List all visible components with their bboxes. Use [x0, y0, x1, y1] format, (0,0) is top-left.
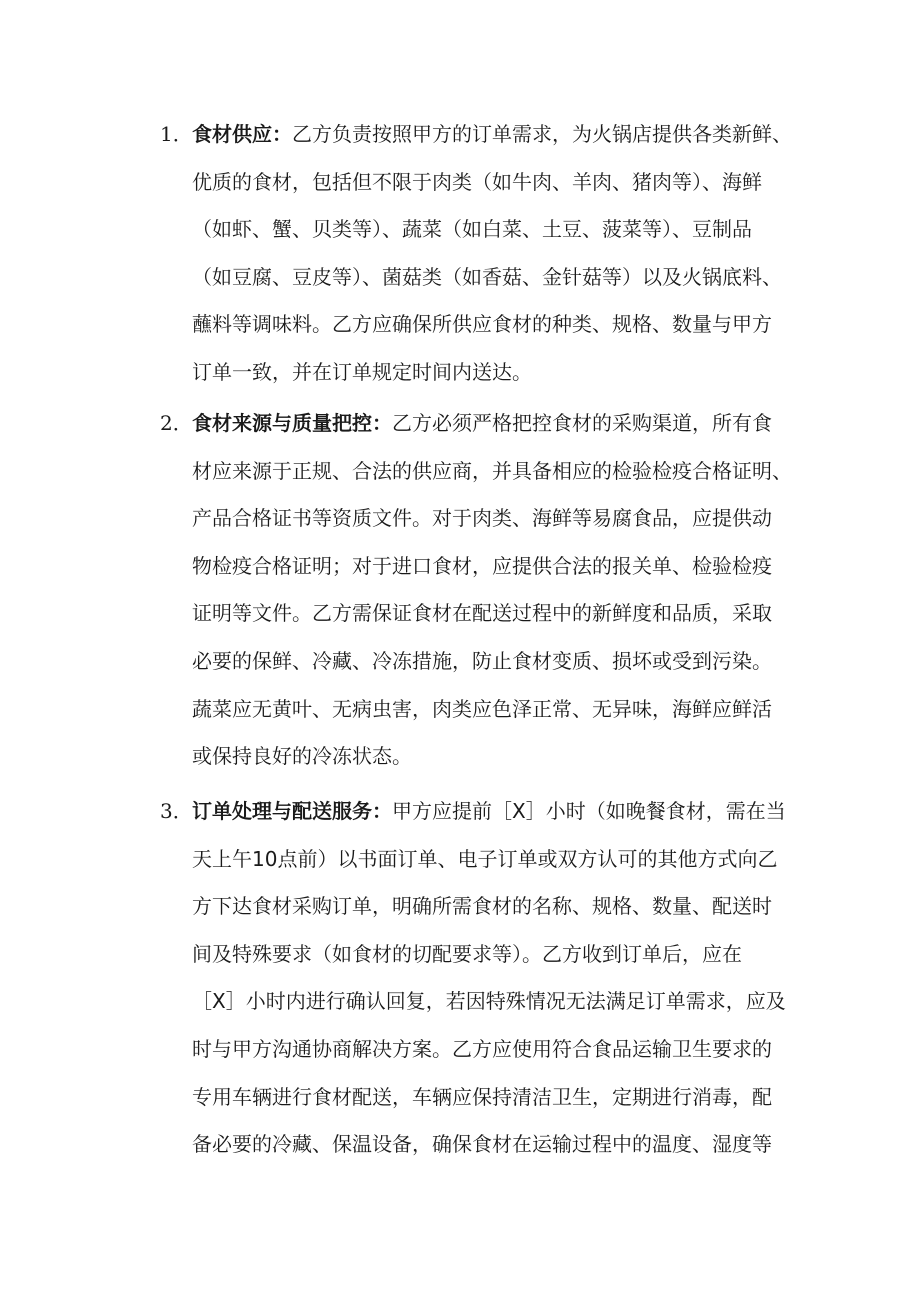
clause-text: 甲方应提前［X］小时（如晚餐食材，需在当 [392, 799, 786, 823]
clause-first-line [192, 111, 800, 159]
clause-line: 材应来源于正规、合法的供应商，并具备相应的检验检疫合格证明、 [192, 458, 792, 483]
clause-line: ［X］小时内进行确认回复，若因特殊情况无法满足订单需求，应及 [192, 989, 786, 1014]
clause-heading: 订单处理与配送服务： [192, 799, 392, 823]
clause-line: 备必要的冷藏、保温设备，确保食材在运输过程中的温度、湿度等 [192, 1132, 772, 1157]
clause-line: 或保持良好的冷冻状态。 [192, 744, 412, 769]
clause-heading: 食材供应： [192, 122, 292, 146]
clause-line: 间及特殊要求（如食材的切配要求等）。乙方收到订单后，应在 [192, 941, 742, 966]
clause-line: 蘸料等调味料。乙方应确保所供应食材的种类、规格、数量与甲方 [192, 312, 772, 337]
clause-first-line [192, 788, 800, 836]
clause-number: 2． [160, 411, 193, 435]
clause-line: 必要的保鲜、冷藏、冷冻措施，防止食材变质、损坏或受到污染。 [192, 648, 772, 673]
clause-line: （如豆腐、豆皮等）、菌菇类（如香菇、金针菇等）以及火锅底料、 [192, 264, 782, 289]
clause-line: 物检疫合格证明；对于进口食材，应提供合法的报关单、检验检疫 [192, 553, 772, 578]
clause-line: 证明等文件。乙方需保证食材在配送过程中的新鲜度和品质，采取 [192, 601, 772, 626]
clause-2 [160, 400, 800, 781]
clause-number: 1． [160, 122, 193, 146]
clause-heading: 食材来源与质量把控： [192, 411, 392, 435]
clause-line: 订单一致，并在订单规定时间内送达。 [192, 359, 532, 384]
clause-line: 方下达食材采购订单，明确所需食材的名称、规格、数量、配送时 [192, 894, 772, 919]
clause-line: 蔬菜应无黄叶、无病虫害，肉类应色泽正常、无异味，海鲜应鲜活 [192, 696, 772, 721]
clause-1 [160, 111, 800, 397]
clause-line: 产品合格证书等资质文件。对于肉类、海鲜等易腐食品，应提供动 [192, 506, 772, 531]
clause-line: 专用车辆进行食材配送，车辆应保持清洁卫生，定期进行消毒，配 [192, 1084, 772, 1109]
clause-first-line [192, 400, 800, 448]
clause-number: 3． [160, 799, 193, 823]
clause-line: 时与甲方沟通协商解决方案。乙方应使用符合食品运输卫生要求的 [192, 1036, 772, 1061]
clause-line: 优质的食材，包括但不限于肉类（如牛肉、羊肉、猪肉等）、海鲜 [192, 169, 762, 194]
clause-text: 乙方负责按照甲方的订单需求，为火锅店提供各类新鲜、 [292, 122, 792, 146]
clause-3 [160, 788, 800, 1169]
clause-line: （如虾、蟹、贝类等）、蔬菜（如白菜、土豆、菠菜等）、豆制品 [192, 217, 752, 242]
clause-line: 天上午10点前）以书面订单、电子订单或双方认可的其他方式向乙 [192, 846, 778, 871]
clause-text: 乙方必须严格把控食材的采购渠道，所有食 [392, 411, 772, 435]
